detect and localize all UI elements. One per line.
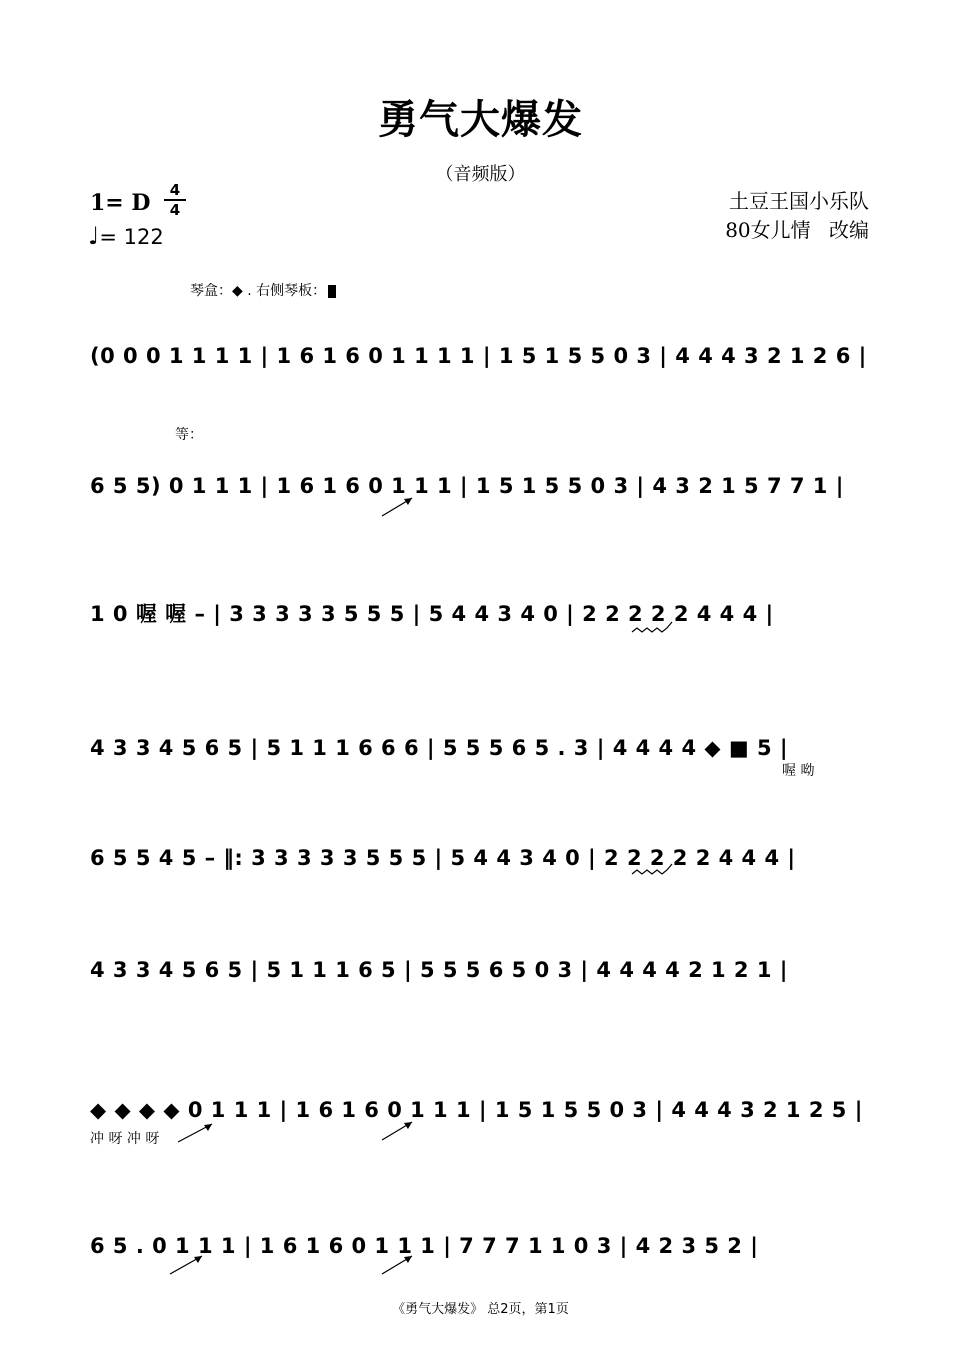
page-title: 勇气大爆发: [378, 97, 583, 143]
score-line-4: [90, 690, 870, 779]
time-signature-bottom: 4: [169, 201, 181, 219]
notes-line-4: 4 3 3 4 5 6 5 | 5 1 1 1 6 6 6 | 5 5 5 6 5 . 3 | 4 4 4 4 ◆ ■ 5 |: [90, 736, 789, 760]
notes-line-6: 4 3 3 4 5 6 5 | 5 1 1 1 6 5 | 5 5 5 6 5 0 3 | 4 4 4 4 2 1 2 1 |: [90, 958, 788, 982]
notes-line-5: 6 5 5 4 5 – ‖: 3 3 3 3 3 5 5 5 | 5 4 4 3 4 0 | 2 2 2 2 2 4 4 4 |: [90, 846, 796, 870]
notes-line-3: 1 0 喔 喔 – | 3 3 3 3 3 5 5 5 | 5 4 4 3 4 0 | 2 2 2 2 2 4 4 4 |: [90, 602, 774, 626]
credit-band: 土豆王国小乐队: [729, 189, 869, 213]
notes-line-1: (0 0 0 1 1 1 1 | 1 6 1 6 0 1 1 1 1 | 1 5 1 5 5 0 3 | 4 4 4 3 2 1 2 6 |: [90, 344, 867, 368]
lyric-line-7: 冲 呀 冲 呀: [90, 1131, 160, 1147]
tempo-value: = 122: [99, 225, 164, 249]
legend: [190, 280, 336, 300]
page-footer: 《勇气大爆发》 总2页，第1页: [392, 1302, 569, 1317]
glissando-icon: [90, 800, 870, 890]
quarter-note-icon: ♩: [88, 222, 100, 250]
score-line-2: [90, 428, 870, 498]
time-signature-top: 4: [169, 181, 181, 199]
score-line-6: [90, 912, 870, 982]
score-line-8: [90, 1188, 870, 1258]
key-signature: 1= D: [90, 190, 151, 216]
lyric-line-4: 喔 呦: [782, 763, 815, 779]
score-line-3: [90, 558, 870, 628]
arrow-icon: [90, 428, 870, 518]
time-signature: [164, 182, 186, 218]
tempo-marking: [88, 222, 164, 250]
lyric-line-2: 等：: [175, 427, 203, 443]
notes-line-7: ◆ ◆ ◆ ◆ 0 1 1 1 | 1 6 1 6 0 1 1 1 | 1 5 1 5 5 0 3 | 4 4 4 3 2 1 2 5 |: [90, 1098, 863, 1122]
score-line-5: [90, 800, 870, 870]
square-icon: [328, 285, 336, 298]
notes-line-2: 6 5 5) 0 1 1 1 | 1 6 1 6 0 1 1 1 | 1 5 1 5 5 0 3 | 4 3 2 1 5 7 7 1 |: [90, 474, 844, 498]
arrow-icon: [90, 1052, 870, 1142]
credit-arranger: 80女儿情 改编: [725, 218, 869, 242]
page-subtitle: （音频版）: [435, 164, 526, 185]
legend-text: 琴盒：◆ . 右侧琴板：: [190, 283, 327, 299]
score-line-7: [90, 1052, 870, 1147]
notes-line-8: 6 5 . 0 1 1 1 | 1 6 1 6 0 1 1 1 | 7 7 7 1 1 0 3 | 4 2 3 5 2 |: [90, 1234, 759, 1258]
score-line-1: [90, 298, 870, 368]
